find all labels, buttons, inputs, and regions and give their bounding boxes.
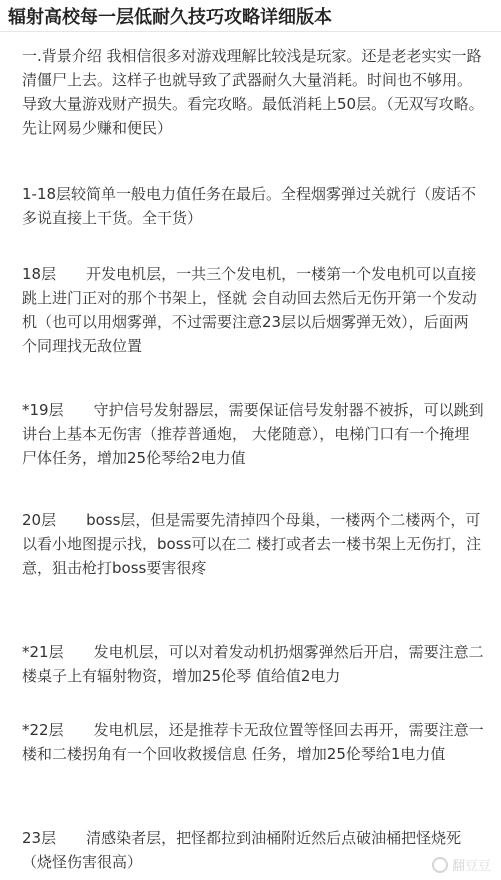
- paragraph-floor-22: *22层 发电机层，还是推荐卡无敌位置等怪回去再开，需要注意一楼和二楼拐角有一个回收救援信息 任务，增加25伦琴给1电力值: [22, 721, 484, 763]
- header-bar: [0, 0, 501, 30]
- watermark-text: 翻豆豆: [451, 859, 491, 874]
- paragraph-floor-20: 20层 boss层，但是需要先清掉四个母巢，一楼两个二楼两个，可以看小地图提示找，boss可以在二 楼打或者去一楼书架上无伤打，注意，狙击枪打boss要害很疼: [22, 511, 482, 577]
- paragraph-floor-18: 18层 开发电机层，一共三个发电机，一楼第一个发电机可以直接跳上进门正对的那个书架上，怪就 会自动回去然后无伤开第一个发动机（也可以用烟雾弹，不过需要注意23层以后烟雾弹无效），后面两 个同理找无敌位置: [22, 265, 477, 355]
- article-title: 辐射高校每一层低耐久技巧攻略详细版本: [8, 7, 332, 28]
- paragraph-floor-19: *19层 守护信号发射器层，需要保证信号发射器不被拆，可以跳到讲台上基本无伤害（推荐普通炮， 大佬随意），电梯门口有一个掩埋尸体任务，增加25伦琴给2电力值: [22, 401, 484, 467]
- header-divider: [0, 31, 501, 32]
- paragraph-background: 一.背景介绍 我相信很多对游戏理解比较浅是玩家。还是老老实实一路清僵尸上去。这样子也就导致了武器耐久大量消耗。时间也不够用。导致大量游戏财产损失。看完攻略。最低消耗上50层。（无双写攻略。先让网易少赚和便民）: [22, 47, 484, 137]
- paragraph-floor-21: *21层 发电机层，可以对着发动机扔烟雾弹然后开启，需要注意二楼桌子上有辐射物资，增加25伦琴 值给值2电力: [22, 643, 484, 685]
- paragraph-floor-23: 23层 清感染者层，把怪都拉到油桶附近然后点破油桶把怪烧死（烧怪伤害很高）: [22, 829, 462, 871]
- paragraph-floors-1-18: 1-18层较简单一般电力值任务在最后。全程烟雾弹过关就行（废话不多说直接上干货。全干货）: [22, 185, 477, 227]
